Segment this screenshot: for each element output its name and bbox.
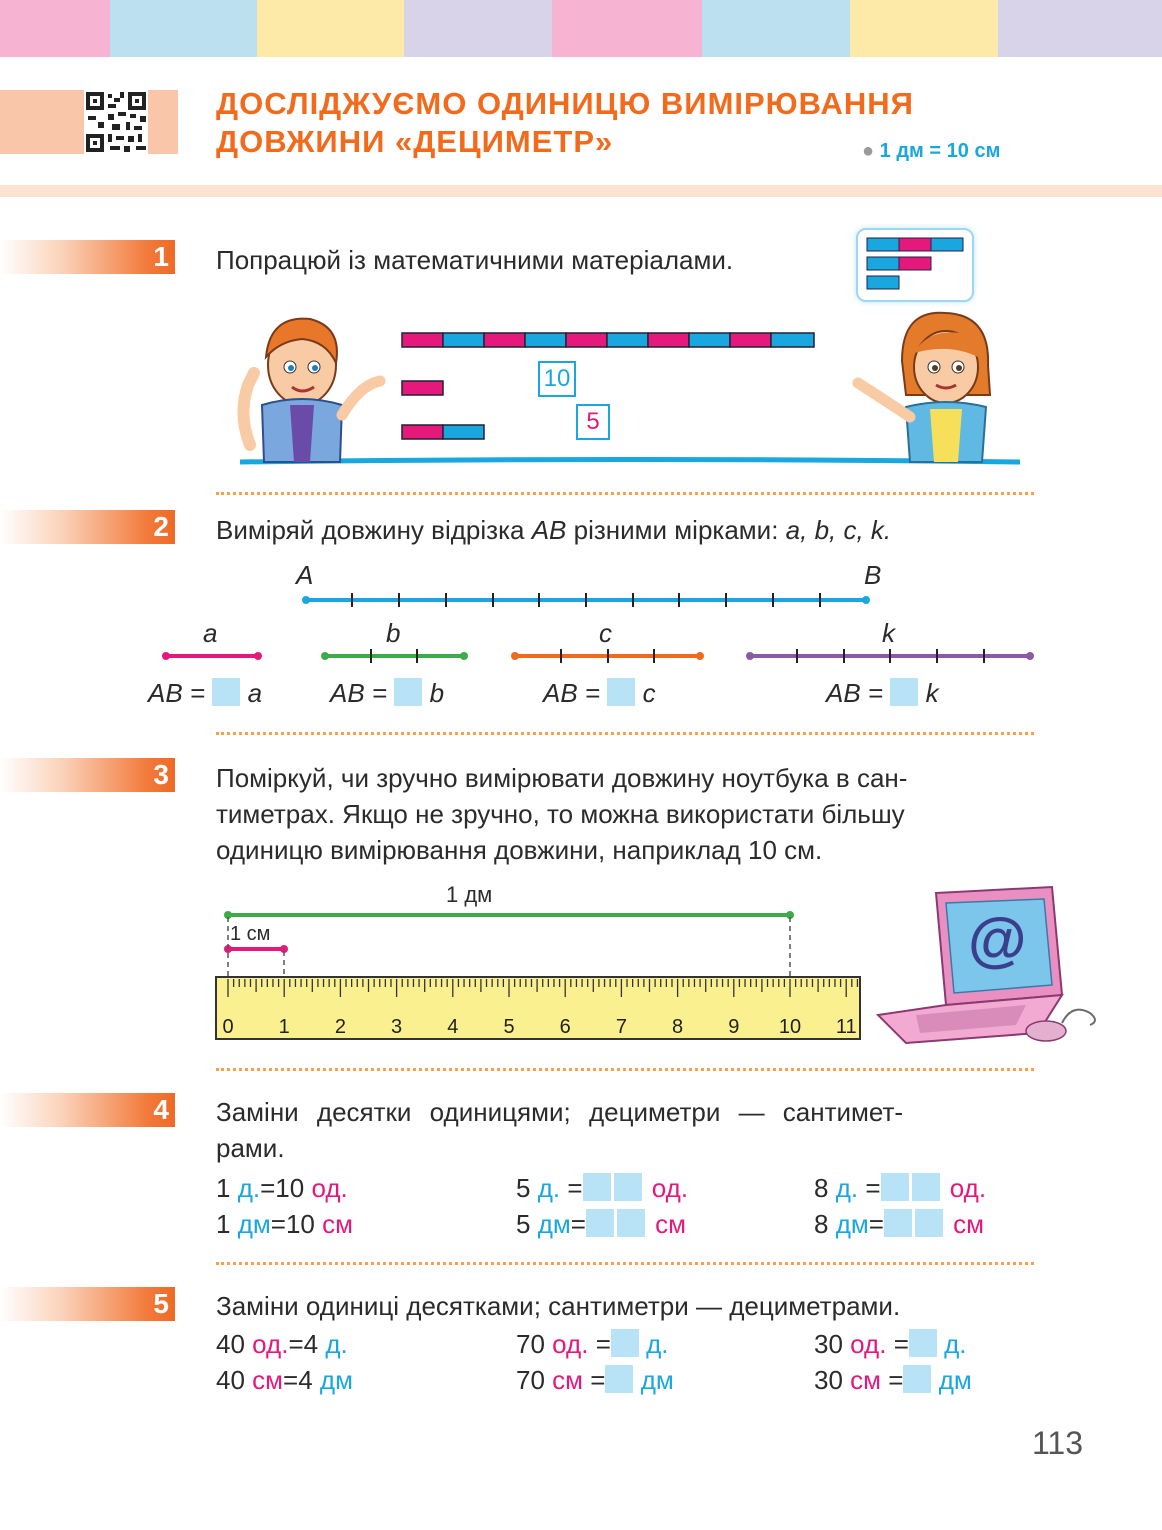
answer-box[interactable] [909,1329,937,1357]
task-text-line2: рами. [216,1133,285,1163]
unit: дм [237,1209,271,1239]
girl-character [858,313,990,462]
unit: од. [252,1329,289,1359]
page-title-line2: ДОВЖИНИ «ДЕЦИМЕТР» [216,124,614,159]
task-number-tab [0,1093,175,1127]
conversion-row [216,1329,348,1360]
value: 5 [516,1173,531,1203]
rods-icon [858,230,972,300]
answer-box[interactable] [605,1365,633,1393]
equals: = [595,1329,611,1359]
ruler-tick-label: 0 [222,1016,234,1038]
equation-k [826,678,939,709]
equals: = [888,1365,904,1395]
equals: = [288,1329,304,1359]
measure-k [746,649,1034,663]
unit: см [850,1365,882,1395]
formula-eq: = [929,140,942,162]
equals: = [260,1173,276,1203]
answer-box[interactable] [617,1209,645,1237]
measure-a [162,652,262,660]
color-stripe [552,0,702,57]
color-stripe [998,0,1162,57]
unit: од. [552,1329,589,1359]
equation-c [543,678,656,709]
segment-ab [302,593,870,607]
segment-name: AB [531,515,567,545]
unit: см [655,1209,687,1239]
color-stripe [257,0,404,57]
task-text: Попрацюй із математичними матеріалами. [216,245,734,275]
task-text-part: Виміряй довжину відрізка [216,515,532,545]
answer-box[interactable] [912,1173,940,1201]
unit: д. [537,1173,561,1203]
dotted-separator [216,492,1034,495]
rod-one-segment [402,381,443,395]
dotted-separator [216,732,1034,735]
task-number: 1 [153,241,169,272]
equals: = [283,1365,299,1395]
formula-rhs: 10 см [946,140,1001,162]
unit: дм [537,1209,571,1239]
measure-b-label: b [386,618,401,648]
ruler-tick-label: 2 [334,1016,346,1038]
segments-diagram [150,590,1040,670]
value: 40 [216,1329,245,1359]
unit: од. [949,1173,987,1203]
color-stripe [110,0,257,57]
conversion-row [516,1209,686,1240]
task-text-part: різними мірками: [566,515,786,545]
ruler-tick-label: 5 [503,1016,515,1038]
unit: см [552,1365,584,1395]
answer-box[interactable] [212,678,240,706]
rod-two-segment-b [443,425,484,439]
ruler-tick-label: 6 [559,1016,571,1038]
unit: см [252,1365,284,1395]
unit: од. [850,1329,887,1359]
conversion-row [814,1329,967,1360]
ruler-tick-label: 11 [835,1016,857,1038]
value: 1 [216,1173,231,1203]
equation-lhs: AB = [330,678,388,708]
answer-box[interactable] [583,1173,611,1201]
ruler-tick-label: 10 [778,1016,802,1038]
task-text-line1: Заміни десятки одиницями; дециметри — сантимет- [216,1097,904,1127]
answer-box[interactable] [614,1173,642,1201]
unit: дм [835,1209,869,1239]
equals: = [865,1173,881,1203]
conversion-row [516,1329,669,1360]
unit: см [322,1209,353,1239]
equals: = [868,1209,884,1239]
rod-two-segment-a [402,425,443,439]
qr-code-icon[interactable] [84,90,148,154]
page-number: 113 [1032,1425,1084,1461]
ruler-tick-label: 7 [615,1016,627,1038]
ruler-diagram [214,905,864,1045]
value: 5 [516,1209,531,1239]
task-text: Заміни одиниці десятками; сантиметри — дециметрами. [216,1291,901,1321]
unit: д. [835,1173,859,1203]
task-text-line2: тиметрах. Якщо не зручно, то можна використати більшу [216,799,905,829]
measure-c-label: c [599,618,612,648]
unit: см [953,1209,985,1239]
boy-character [243,319,380,462]
rod-ten-segments [402,333,814,347]
label-10: 10 [538,361,576,397]
value: 70 [516,1329,545,1359]
equation-lhs: AB = [148,678,206,708]
ruler-tick-label: 1 [278,1016,290,1038]
ruler-tick-label: 4 [447,1016,459,1038]
label-5: 5 [576,404,610,440]
conversion-row [216,1173,348,1204]
task-number: 5 [153,1288,169,1319]
answer-box[interactable] [394,678,422,706]
unit: д. [646,1329,669,1359]
color-stripe [404,0,552,57]
measure-b [321,649,468,663]
conversion-row [516,1365,674,1396]
conversion-row [216,1365,353,1396]
equation-a [148,678,262,709]
value: 40 [216,1365,245,1395]
task-text-line3: одиницю вимірювання довжини, наприклад 10 см. [216,835,823,865]
unit: д. [237,1173,261,1203]
color-stripe [850,0,998,57]
ruler-tick-label: 3 [391,1016,403,1038]
point-b-label: B [864,560,882,590]
conversion-row [216,1209,353,1240]
equals: = [893,1329,909,1359]
equals: = [590,1365,606,1395]
value: 30 [814,1365,843,1395]
unit: д. [944,1329,967,1359]
equation-unit: b [429,678,445,708]
value: 10 [275,1173,305,1203]
conversion-row [814,1209,984,1240]
unit: д. [325,1329,348,1359]
color-stripe [702,0,850,57]
unit: од. [311,1173,348,1203]
equals: = [567,1173,583,1203]
label-1dm: 1 дм [446,882,493,907]
bullet-icon: ● [862,140,875,162]
task-number-tab [0,1287,175,1321]
value: 8 [814,1173,829,1203]
measure-k-label: k [882,618,895,648]
task-number-tab [0,240,175,274]
page-title: ДОСЛІДЖУЄМО ОДИНИЦЮ ВИМІРЮВАННЯ [216,86,914,121]
task-number: 3 [153,759,169,790]
task-number-tab [0,510,175,544]
dotted-separator [216,1068,1034,1071]
math-materials-icon [856,228,974,302]
formula-lhs: 1 дм [879,140,924,162]
unit: дм [938,1365,972,1395]
answer-box[interactable] [884,1209,912,1237]
dotted-separator [216,1262,1034,1265]
point-a-label: A [296,560,314,590]
answer-box[interactable] [586,1209,614,1237]
measure-names: a, b, c, k. [785,515,892,545]
formula-dm-cm [862,140,1000,163]
value: 10 [285,1209,315,1239]
task-text-line1: Поміркуй, чи зручно вимірювати довжину ноутбука в сан- [216,763,908,793]
label-1cm: 1 см [230,923,271,945]
ruler-tick-label: 8 [672,1016,684,1038]
unit: дм [319,1365,353,1395]
task1-illustration [230,305,1030,470]
answer-box[interactable] [915,1209,943,1237]
equals: = [570,1209,586,1239]
measure-c [511,649,704,663]
task-number: 2 [153,511,169,542]
value: 70 [516,1365,545,1395]
equation-unit: k [925,678,939,708]
answer-box[interactable] [607,678,635,706]
equation-lhs: AB = [826,678,884,708]
equation-b [330,678,444,709]
unit: дм [640,1365,674,1395]
value: 30 [814,1329,843,1359]
color-stripe [0,0,110,57]
value: 4 [298,1365,313,1395]
answer-box[interactable] [611,1329,639,1357]
header-divider [0,185,1162,197]
equals: = [270,1209,286,1239]
conversion-row [814,1173,986,1204]
value: 1 [216,1209,231,1239]
answer-box[interactable] [890,678,918,706]
equation-lhs: AB = [543,678,601,708]
conversion-row [814,1365,972,1396]
value: 4 [303,1329,319,1359]
answer-box[interactable] [881,1173,909,1201]
task-number-tab [0,758,175,792]
measure-a-label: a [203,618,218,648]
task-text [216,512,891,548]
conversion-row [516,1173,688,1204]
task-number: 4 [153,1094,169,1125]
at-sign-icon: @ [968,906,1027,973]
value: 8 [814,1209,829,1239]
answer-box[interactable] [903,1365,931,1393]
equation-unit: c [642,678,656,708]
ruler-tick-label: 9 [728,1016,740,1038]
equation-unit: a [247,678,263,708]
unit: од. [651,1173,689,1203]
